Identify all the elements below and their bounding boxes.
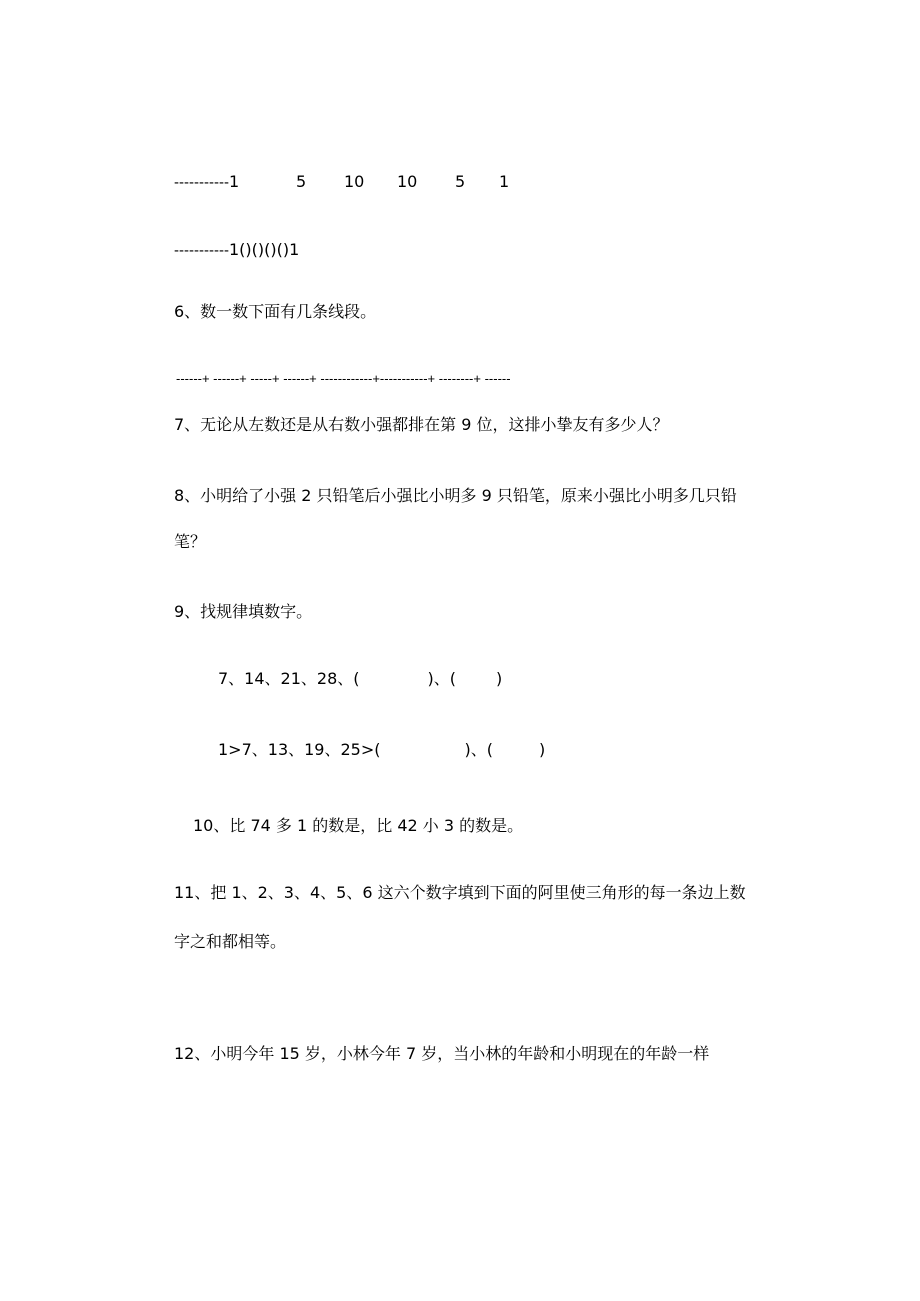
pascal-value-3: 10 xyxy=(344,172,365,191)
question-9: 9、找规律填数字。 xyxy=(174,602,313,621)
sequence-2-mid: )、( xyxy=(464,740,493,759)
question-11-line-2: 字之和都相等。 xyxy=(174,932,287,951)
pascal-value-6: 1 xyxy=(499,172,510,191)
line-segments-figure: ------+ ------+ -----+ ------+ ------------+-----------+ --------+ ------ xyxy=(176,371,511,386)
pascal-value-4: 10 xyxy=(397,172,418,191)
sequence-2 xyxy=(218,740,545,760)
sequence-1-prefix: 7、14、21、28、( xyxy=(218,669,360,688)
question-7: 7、无论从左数还是从右数小强都排在第 9 位，这排小挚友有多少人？ xyxy=(174,415,669,434)
pascal-row xyxy=(174,172,239,193)
pascal-blank-text: 1()()()()1 xyxy=(228,240,300,259)
sequence-1-end: ) xyxy=(496,669,503,688)
question-8-line-1: 8、小明给了小强 2 只铅笔后小强比小明多 9 只铅笔，原来小强比小明多几只铅 xyxy=(174,486,737,505)
sequence-1 xyxy=(218,669,502,689)
pascal-value-2: 5 xyxy=(296,172,307,191)
question-12: 12、小明今年 15 岁，小林今年 7 岁，当小林的年龄和小明现在的年龄一样 xyxy=(174,1044,710,1063)
pascal-row-prefix: ----------- xyxy=(174,174,229,191)
question-6: 6、数一数下面有几条线段。 xyxy=(174,302,377,321)
question-11-line-1: 11、把 1、2、3、4、5、6 这六个数字填到下面的阿里使三角形的每一条边上数 xyxy=(174,883,746,902)
sequence-2-end: ) xyxy=(539,740,546,759)
question-8-line-2: 笔？ xyxy=(174,532,207,551)
sequence-2-prefix: 1>7、13、19、25>( xyxy=(218,740,381,759)
question-10: 10、比 74 多 1 的数是，比 42 小 3 的数是。 xyxy=(193,816,524,835)
sequence-1-mid: )、( xyxy=(427,669,457,688)
pascal-value-5: 5 xyxy=(455,172,466,191)
pascal-blank-row xyxy=(174,240,299,261)
pascal-blank-prefix: ----------- xyxy=(174,242,229,259)
pascal-value: 1 xyxy=(228,172,240,191)
